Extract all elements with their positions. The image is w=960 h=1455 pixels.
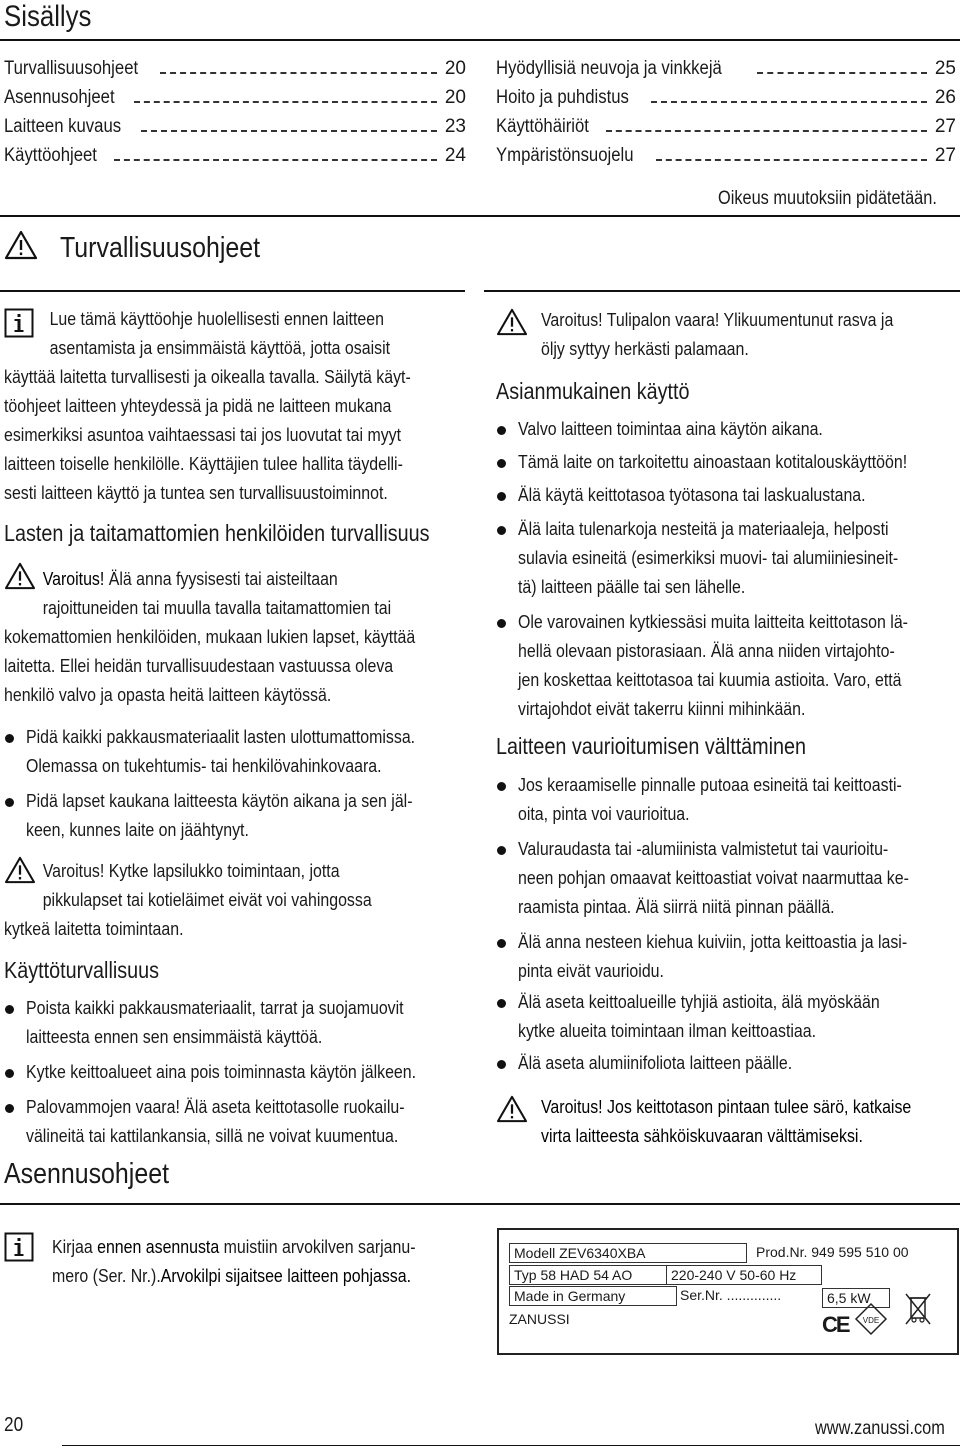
- text-line: rajoittuneiden tai muulla tavalla taitamattomien tai: [42, 597, 392, 618]
- list-item: [518, 1048, 792, 1077]
- fire-warning: [541, 305, 893, 363]
- toc-item-page: 26: [934, 87, 956, 108]
- page-number: 20: [4, 1414, 24, 1436]
- bullet-dot: [5, 798, 14, 807]
- text-line: sesti laitteen käyttö ja tuntea sen turvallisuustoiminnot.: [4, 482, 388, 503]
- toc-item-page: 23: [444, 116, 466, 137]
- plate-model: Modell ZEV6340XBA: [509, 1243, 747, 1263]
- shock-warning: [541, 1092, 911, 1150]
- children-warning: [4, 564, 415, 709]
- toc-item-label: Hoito ja puhdistus: [496, 87, 629, 108]
- list-item: [518, 834, 909, 921]
- text-line: Älä anna nesteen kiehua kuiviin, jotta keittoastia ja lasi-: [518, 931, 908, 952]
- emphasis-text: Arvokilpi sijaitsee laitteen pohjassa.: [160, 1265, 412, 1286]
- column-rule-right: [484, 290, 960, 292]
- text-line: oita, pinta voi vaurioitua.: [518, 803, 690, 824]
- text-line: Ole varovainen kytkiessäsi muita laitteita keittotason lä-: [518, 611, 908, 632]
- toc-item-page: 20: [444, 58, 466, 79]
- toc-leader: [606, 116, 927, 132]
- section-rule: [0, 1203, 960, 1205]
- toc-leader: [114, 145, 437, 161]
- list-item: [518, 480, 866, 509]
- section-rule: [0, 215, 960, 217]
- toc-item-page: 27: [934, 145, 956, 166]
- revision-note: Oikeus muutoksiin pidätetään.: [718, 188, 937, 209]
- list-item: [518, 447, 907, 476]
- footer-rule: [62, 1445, 960, 1446]
- text-line: esimerkiksi asuntoa vaihtaessasi tai jos luovutat tai myyt: [4, 424, 402, 445]
- lock-warning: [4, 856, 372, 943]
- toc-item-label: Asennusohjeet: [4, 87, 115, 108]
- text-line: Valuraudasta tai -alumiinista valmistetut tai vaurioitu-: [518, 838, 889, 859]
- toc-item[interactable]: [4, 116, 466, 144]
- text-line: sulavia esineitä (esimerkiksi muovi- tai alumiiniesineit-: [518, 547, 899, 568]
- installation-note: [52, 1232, 416, 1290]
- warning-label: Varoitus!: [42, 860, 105, 881]
- bullet-dot: [497, 426, 506, 435]
- toc-item-page: 20: [444, 87, 466, 108]
- ce-mark: CE: [822, 1312, 849, 1337]
- text-line: Kytke keittoalueet aina pois toiminnasta käytön jälkeen.: [26, 1061, 417, 1082]
- text-line: raamista pintaa. Älä siirrä niitä pinnan päällä.: [518, 896, 835, 917]
- heading-children-safety: Lasten ja taitamattomien henkilöiden turvallisuus: [4, 520, 430, 546]
- plate-power: 6,5 kW: [822, 1288, 890, 1308]
- toc-leader: [141, 116, 437, 132]
- text-line: käyttää laitetta turvallisesti ja oikealla tavalla. Säilytä käyt-: [4, 366, 411, 387]
- text-line: kytke alueita toimintaan ilman keittoastiaa.: [518, 1020, 817, 1041]
- toc-item[interactable]: [4, 145, 466, 173]
- text-line: Älä aseta alumiinifoliota laitteen päälle.: [518, 1052, 793, 1073]
- emphasis-text: ennen asennusta: [97, 1236, 220, 1257]
- section-title-installation: Asennusohjeet: [4, 1158, 170, 1190]
- text-line: asentamista ja ensimmäistä käyttöä, jotta osaisit: [49, 337, 391, 358]
- toc-item-page: 27: [934, 116, 956, 137]
- list-item: [518, 987, 880, 1045]
- heading-operation-safety: Käyttöturvallisuus: [4, 957, 160, 983]
- safety-intro: [4, 304, 411, 507]
- text-line: Varoitus! Jos keittotason pintaan tulee särö, katkaise: [541, 1096, 912, 1117]
- text-line: virtajohdot eivät takerru kiinni mihinkään.: [518, 698, 806, 719]
- toc-item-label: Käyttöohjeet: [4, 145, 97, 166]
- bullet-dot: [5, 1069, 14, 1078]
- text-line: Jos keraamiselle pinnalle putoaa esineitä tai keittoasti-: [518, 774, 902, 795]
- toc-item-label: Laitteen kuvaus: [4, 116, 122, 137]
- text-line: välineitä tai kattilankansia, sillä ne voivat kuumentua.: [26, 1125, 399, 1146]
- text-line: Pidä kaikki pakkausmateriaalit lasten ulottumattomissa.: [26, 726, 416, 747]
- text-span: muistiin arvokilven sarjanu-: [219, 1236, 416, 1257]
- section-title-safety: Turvallisuusohjeet: [60, 232, 261, 264]
- text-line: keen, kunnes laite on jäähtynyt.: [26, 819, 249, 840]
- list-item: [26, 786, 413, 844]
- text-line: hellä olevaan pistorasiaan. Älä anna niiden virtajohto-: [518, 640, 895, 661]
- bullet-dot: [497, 846, 506, 855]
- vde-mark-text: VDE: [862, 1316, 880, 1325]
- bullet-dot: [497, 619, 506, 628]
- list-item: [518, 514, 898, 601]
- heading-damage-avoidance: Laitteen vaurioitumisen välttäminen: [496, 733, 807, 759]
- bullet-dot: [497, 526, 506, 535]
- warning-label: Varoitus! Tulipalon vaara!: [541, 309, 720, 330]
- text-line: kytkeä laitetta toimintaan.: [4, 918, 184, 939]
- text-line: Kytke lapsilukko toimintaan, jotta: [104, 860, 340, 881]
- text-line: Älä käytä keittotasoa työtasona tai laskualustana.: [518, 484, 866, 505]
- vde-mark-icon: [854, 1302, 888, 1336]
- text-line: tä) laitteen päälle tai sen lähelle.: [518, 576, 746, 597]
- info-icon: [4, 1232, 34, 1262]
- bullet-dot: [497, 782, 506, 791]
- toc-item-page: 25: [934, 58, 956, 79]
- toc-item-label: Käyttöhäiriöt: [496, 116, 589, 137]
- list-item: [518, 927, 907, 985]
- text-line: Palovammojen vaara! Älä aseta keittotasolle ruokailu-: [26, 1096, 405, 1117]
- column-rule-left: [0, 290, 465, 292]
- plate-ser-nr: Ser.Nr. ..............: [680, 1287, 782, 1303]
- plate-type: Typ 58 HAD 54 AO: [509, 1265, 667, 1285]
- text-line: Valvo laitteen toimintaa aina käytön aikana.: [518, 418, 823, 439]
- toc-item[interactable]: [496, 58, 956, 86]
- toc-leader: [757, 58, 927, 74]
- toc-item-label: Turvallisuusohjeet: [4, 58, 139, 79]
- header-rule: [0, 39, 960, 41]
- toc-leader: [160, 58, 436, 74]
- text-line: öljy syttyy herkästi palamaan.: [541, 338, 749, 359]
- text-span: Kirjaa: [52, 1236, 98, 1257]
- text-line: jen koskettaa keittotasoa tai kuumia astioita. Varo, että: [518, 669, 902, 690]
- bullet-dot: [5, 1005, 14, 1014]
- page-title: Sisällys: [4, 0, 92, 33]
- heading-correct-use: Asianmukainen käyttö: [496, 378, 690, 404]
- toc-leader: [134, 87, 437, 103]
- text-line: Pidä lapset kaukana laitteesta käytön aikana ja sen jäl-: [26, 790, 413, 811]
- bullet-dot: [5, 734, 14, 743]
- plate-brand: ZANUSSI: [509, 1311, 570, 1327]
- text-line: laitetta. Ellei heidän turvallisuudestaan vastuussa oleva: [4, 655, 394, 676]
- warning-icon: [496, 1095, 528, 1123]
- bullet-dot: [497, 939, 506, 948]
- toc-item-label: Ympäristönsuojelu: [496, 145, 634, 166]
- bullet-dot: [497, 1060, 506, 1069]
- list-item: [26, 1092, 405, 1150]
- text-line: kokemattomien henkilöiden, mukaan lukien lapset, käyttää: [4, 626, 416, 647]
- text-line: laitteesta ennen sen ensimmäistä käyttöä.: [26, 1026, 323, 1047]
- bullet-dot: [497, 999, 506, 1008]
- text-line: Älä laita tulenarkoja nesteitä ja materiaaleja, helposti: [518, 518, 889, 539]
- toc-item[interactable]: [4, 58, 466, 86]
- text-line: Älä anna fyysisesti tai aisteiltaan: [104, 568, 338, 589]
- bullet-dot: [497, 492, 506, 501]
- list-item: [518, 607, 908, 723]
- text-span: mero (Ser. Nr.).: [52, 1265, 161, 1286]
- text-line: henkilö valvo ja opasta heitä laitteen käytössä.: [4, 684, 332, 705]
- toc-leader: [656, 145, 927, 161]
- list-item: [26, 722, 415, 780]
- text-line: neen pohjan omaavat keittoastiat voivat naarmuttaa ke-: [518, 867, 909, 888]
- toc-item-page: 24: [444, 145, 466, 166]
- toc-leader: [651, 87, 927, 103]
- list-item: [26, 993, 404, 1051]
- toc-item[interactable]: [4, 87, 466, 115]
- plate-voltage: 220-240 V 50-60 Hz: [666, 1265, 822, 1285]
- weee-bin-icon: [903, 1290, 933, 1330]
- list-item: [518, 414, 823, 443]
- warning-icon: [4, 230, 38, 260]
- bullet-dot: [5, 1104, 14, 1113]
- toc-item[interactable]: [496, 116, 956, 144]
- text-line: töohjeet laitteen yhteydessä ja pidä ne laitteen mukana: [4, 395, 392, 416]
- text-line: Olemassa on tukehtumis- tai henkilövahinkovaara.: [26, 755, 382, 776]
- text-line: Poista kaikki pakkausmateriaalit, tarrat ja suojamuovit: [26, 997, 404, 1018]
- text-line: virta laitteesta sähköiskuvaaran välttämiseksi.: [541, 1125, 863, 1146]
- toc-item[interactable]: [496, 87, 956, 115]
- text-line: Tämä laite on tarkoitettu ainoastaan kotitalouskäyttöön!: [518, 451, 908, 472]
- toc-item-label: Hyödyllisiä neuvoja ja vinkkejä: [496, 58, 722, 79]
- toc-item[interactable]: [496, 145, 956, 173]
- plate-prod-nr: Prod.Nr. 949 595 510 00: [756, 1244, 909, 1260]
- list-item: [26, 1057, 416, 1086]
- text-line: Älä aseta keittoalueille tyhjiä astioita, älä myöskään: [518, 991, 880, 1012]
- text-line: pikkulapset tai kotieläimet eivät voi vahingossa: [42, 889, 372, 910]
- warning-icon: [496, 308, 528, 336]
- bullet-dot: [497, 459, 506, 468]
- text-line: laitteen toiselle henkilölle. Käyttäjien tulee hallita täydelli-: [4, 453, 403, 474]
- warning-label: Varoitus!: [42, 568, 105, 589]
- list-item: [518, 770, 902, 828]
- rating-plate: [497, 1228, 959, 1355]
- text-line: pinta eivät vaurioidu.: [518, 960, 664, 981]
- text-line: Lue tämä käyttöohje huolellisesti ennen laitteen: [49, 308, 384, 329]
- footer-url-link[interactable]: www.zanussi.com: [815, 1418, 945, 1439]
- plate-made-in: Made in Germany: [509, 1286, 677, 1306]
- text-line: Ylikuumentunut rasva ja: [719, 309, 894, 330]
